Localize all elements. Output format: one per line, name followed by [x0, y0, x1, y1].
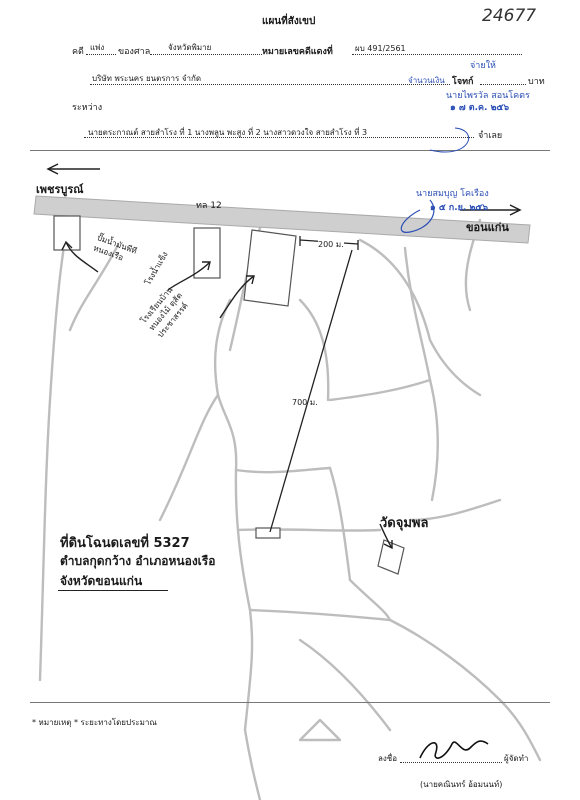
gas-station-label: ปั๊มน้ำมันพีที หนองเรือ	[92, 233, 139, 263]
factory-label: โรงน้ำแข็ง	[143, 250, 170, 287]
stamp-amount-prefix: จำนวนเงิน	[408, 76, 445, 85]
school-label: โรงเรียนบ้านหนองไม้ ตุสัตประชาสรรค์	[138, 285, 190, 340]
red-case-label: หมายเลขคดีแดงที่	[262, 47, 333, 57]
footer-note: * หมายเหตุ * ระยะทางโดยประมาณ	[32, 718, 157, 727]
stamp-top-line1: จ่ายให้	[470, 61, 496, 71]
school-building	[244, 230, 296, 306]
temple-label: วัดจุมพล	[380, 516, 429, 531]
parcel-line2: ตำบลกุดกว้าง อำเภอหนองเรือ	[60, 554, 216, 568]
case-type: แพ่ง	[90, 43, 105, 52]
court-name: จังหวัดพิมาย	[168, 43, 212, 52]
stamp-top-date: ๑ ๗ ต.ค. ๒๕๖	[450, 103, 510, 113]
defendants: นายตระกาณต์ สายสำโรง ที่ 1 นางพลูน พะสูง ที่ 2 นางสาวดวงใจ สายสำโรง ที่ 3	[88, 128, 368, 137]
stamp-top-line2: นายไพรวัล สอนโคตร	[446, 91, 530, 101]
baht-label: บาท	[528, 77, 545, 87]
stamp-mid-name: นายสมบุญ โคเรือง	[416, 189, 489, 199]
signer-name: (นายคณินทร์ อ้อมนนท์)	[420, 780, 503, 789]
sign-label: ลงชื่อ	[378, 754, 398, 763]
highway-label: ทล 12	[196, 201, 222, 211]
document-title: แผนที่สังเขป	[262, 16, 316, 27]
factory-building	[194, 228, 220, 278]
case-label: คดี	[72, 47, 84, 57]
plaintiff-role: โจทก์	[452, 77, 474, 87]
handwritten-number: 24677	[482, 6, 537, 26]
stamp-mid-date: ๑ ๕ ก.ย. ๒๕๖	[430, 203, 488, 213]
distance-700-label: 700 ม.	[292, 398, 318, 407]
defendant-role: จำเลย	[478, 131, 503, 141]
signer-role: ผู้จัดทำ	[504, 754, 529, 763]
plaintiff-name: บริษัท พระนคร ยนตรการ จำกัด	[92, 74, 202, 83]
parcel-5327-building	[256, 528, 280, 538]
parcel-line1: ที่ดินโฉนดเลขที่ 5327	[60, 536, 190, 551]
right-city-label: ขอนแก่น	[466, 221, 509, 234]
court-label: ของศาล	[118, 47, 151, 57]
red-case-number: ผบ 491/2561	[355, 44, 406, 53]
parcel-line3: จังหวัดขอนแก่น	[60, 574, 143, 588]
between-label: ระหว่าง	[72, 103, 103, 113]
left-city-label: เพชรบูรณ์	[36, 183, 84, 196]
distance-200-label: 200 ม.	[318, 240, 344, 249]
